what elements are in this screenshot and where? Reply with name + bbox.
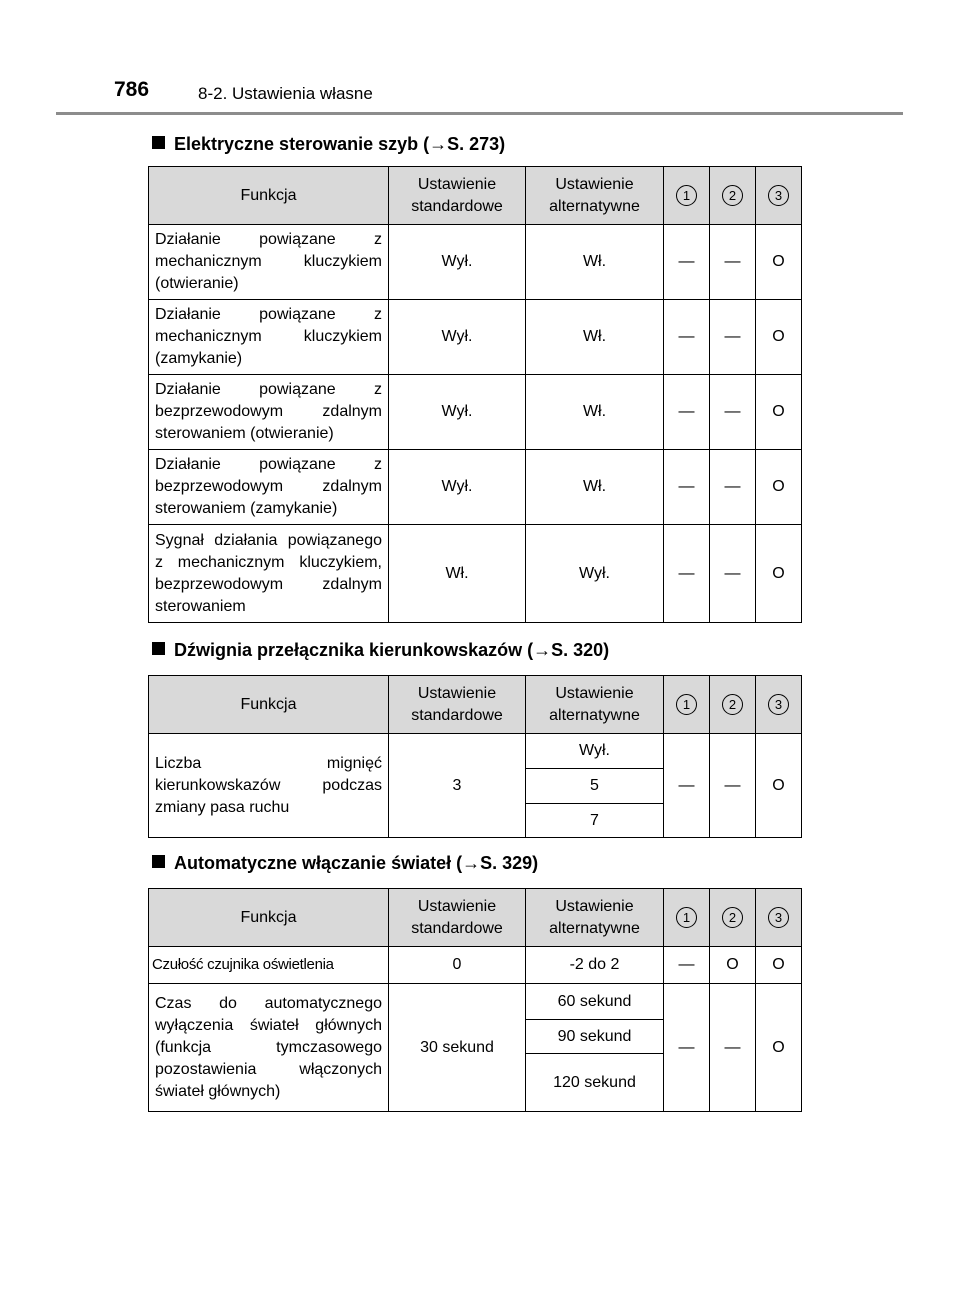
table-row <box>149 947 802 984</box>
mark-cell: — <box>710 525 756 623</box>
alternative-cell: Wł. <box>526 375 664 450</box>
circled-3-icon: 3 <box>768 694 789 715</box>
col-2 <box>710 167 756 225</box>
bullet-square-icon <box>152 136 165 149</box>
mark-cell: O <box>756 375 802 450</box>
mark-cell: O <box>756 300 802 375</box>
alternative-cell: Wł. <box>526 450 664 525</box>
circled-1-icon: 1 <box>676 694 697 715</box>
page-number: 786 <box>114 78 150 101</box>
mark-cell: — <box>664 450 710 525</box>
alternative-cell: Wł. <box>526 300 664 375</box>
alternative-cell: 60 sekund <box>526 984 664 1020</box>
section-title-auto-lights: Automatyczne włączanie świateł (→S. 329) <box>152 853 538 874</box>
table-row <box>149 375 802 450</box>
mark-cell: O <box>756 947 802 984</box>
table-row <box>149 450 802 525</box>
default-cell: 0 <box>389 947 526 984</box>
mark-cell: — <box>664 525 710 623</box>
alternative-cell: 120 sekund <box>526 1054 664 1112</box>
col-alternative: Ustawienie alternatywne <box>526 676 664 734</box>
default-cell: Wył. <box>389 375 526 450</box>
col-1 <box>664 167 710 225</box>
col-3 <box>756 889 802 947</box>
col-default: Ustawienie standardowe <box>389 889 526 947</box>
default-cell: Wył. <box>389 450 526 525</box>
col-3 <box>756 167 802 225</box>
mark-cell: — <box>710 300 756 375</box>
mark-cell: — <box>710 450 756 525</box>
alternative-cell: 5 <box>526 769 664 804</box>
mark-cell: — <box>710 734 756 838</box>
function-cell: Działanie powiązane z bezprzewodowym zdalnym sterowaniem (otwieranie) <box>149 375 389 450</box>
table-row <box>149 525 802 623</box>
mark-cell: O <box>756 734 802 838</box>
page-header <box>56 78 903 116</box>
col-alternative: Ustawienie alternatywne <box>526 889 664 947</box>
table-row <box>149 734 802 769</box>
function-cell: Działanie powiązane z mechanicznym kluczykiem (otwieranie) <box>149 225 389 300</box>
default-cell: Wł. <box>389 525 526 623</box>
alternative-cell: Wył. <box>526 734 664 769</box>
circled-2-icon: 2 <box>722 694 743 715</box>
mark-cell: O <box>756 225 802 300</box>
mark-cell: — <box>664 300 710 375</box>
mark-cell: — <box>664 984 710 1112</box>
default-cell: 3 <box>389 734 526 838</box>
mark-cell: — <box>710 375 756 450</box>
function-cell: Działanie powiązane z bezprzewodowym zdalnym sterowaniem (zamykanie) <box>149 450 389 525</box>
table-header-row <box>149 167 802 225</box>
circled-2-icon: 2 <box>722 907 743 928</box>
mark-cell: — <box>710 984 756 1112</box>
col-function: Funkcja <box>149 167 389 225</box>
mark-cell: O <box>710 947 756 984</box>
col-1 <box>664 676 710 734</box>
alternative-cell: Wył. <box>526 525 664 623</box>
table-row <box>149 225 802 300</box>
default-cell: Wył. <box>389 225 526 300</box>
mark-cell: O <box>756 984 802 1112</box>
header-divider <box>56 112 903 115</box>
circled-2-icon: 2 <box>722 185 743 206</box>
mark-cell: — <box>664 225 710 300</box>
default-cell: Wył. <box>389 300 526 375</box>
col-default: Ustawienie standardowe <box>389 167 526 225</box>
alternative-cell: -2 do 2 <box>526 947 664 984</box>
mark-cell: O <box>756 525 802 623</box>
section-title-windows: Elektryczne sterowanie szyb (→S. 273) <box>152 134 505 155</box>
col-alternative: Ustawienie alternatywne <box>526 167 664 225</box>
col-function: Funkcja <box>149 889 389 947</box>
mark-cell: — <box>664 734 710 838</box>
alternative-cell: Wł. <box>526 225 664 300</box>
col-3 <box>756 676 802 734</box>
table-auto-lights <box>148 888 802 1112</box>
arrow-right-icon: → <box>533 640 552 660</box>
function-cell: Czułość czujnika oświetlenia <box>149 947 389 984</box>
circled-1-icon: 1 <box>676 907 697 928</box>
arrow-right-icon: → <box>462 853 481 873</box>
col-1 <box>664 889 710 947</box>
alternative-cell: 90 sekund <box>526 1020 664 1054</box>
section-title-turn-signal: Dźwignia przełącznika kierunkowskazów (→S. 320) <box>152 640 609 661</box>
col-2 <box>710 889 756 947</box>
col-default: Ustawienie standardowe <box>389 676 526 734</box>
alternative-cell: 7 <box>526 804 664 838</box>
function-cell: Liczba mignięć kierunkowskazów podczas zmiany pasa ruchu <box>149 734 389 838</box>
function-cell: Sygnał działania powiązanego z mechanicznym kluczykiem, bezprzewodowym zdalnym sterowaniem <box>149 525 389 623</box>
col-2 <box>710 676 756 734</box>
bullet-square-icon <box>152 642 165 655</box>
mark-cell: — <box>710 225 756 300</box>
table-header-row <box>149 676 802 734</box>
table-windows <box>148 166 802 623</box>
chapter-title: 8-2. Ustawienia własne <box>198 84 373 103</box>
table-header-row <box>149 889 802 947</box>
arrow-right-icon: → <box>429 134 448 154</box>
table-row <box>149 984 802 1020</box>
mark-cell: — <box>664 375 710 450</box>
col-function: Funkcja <box>149 676 389 734</box>
circled-1-icon: 1 <box>676 185 697 206</box>
function-cell: Czas do automatycznego wyłączenia świateł głównych (funkcja tymczasowego pozostawienia włączonych świateł głównych) <box>149 984 389 1112</box>
function-cell: Działanie powiązane z mechanicznym kluczykiem (zamykanie) <box>149 300 389 375</box>
circled-3-icon: 3 <box>768 185 789 206</box>
circled-3-icon: 3 <box>768 907 789 928</box>
table-row <box>149 300 802 375</box>
mark-cell: — <box>664 947 710 984</box>
bullet-square-icon <box>152 855 165 868</box>
table-turn-signal <box>148 675 802 838</box>
mark-cell: O <box>756 450 802 525</box>
default-cell: 30 sekund <box>389 984 526 1112</box>
